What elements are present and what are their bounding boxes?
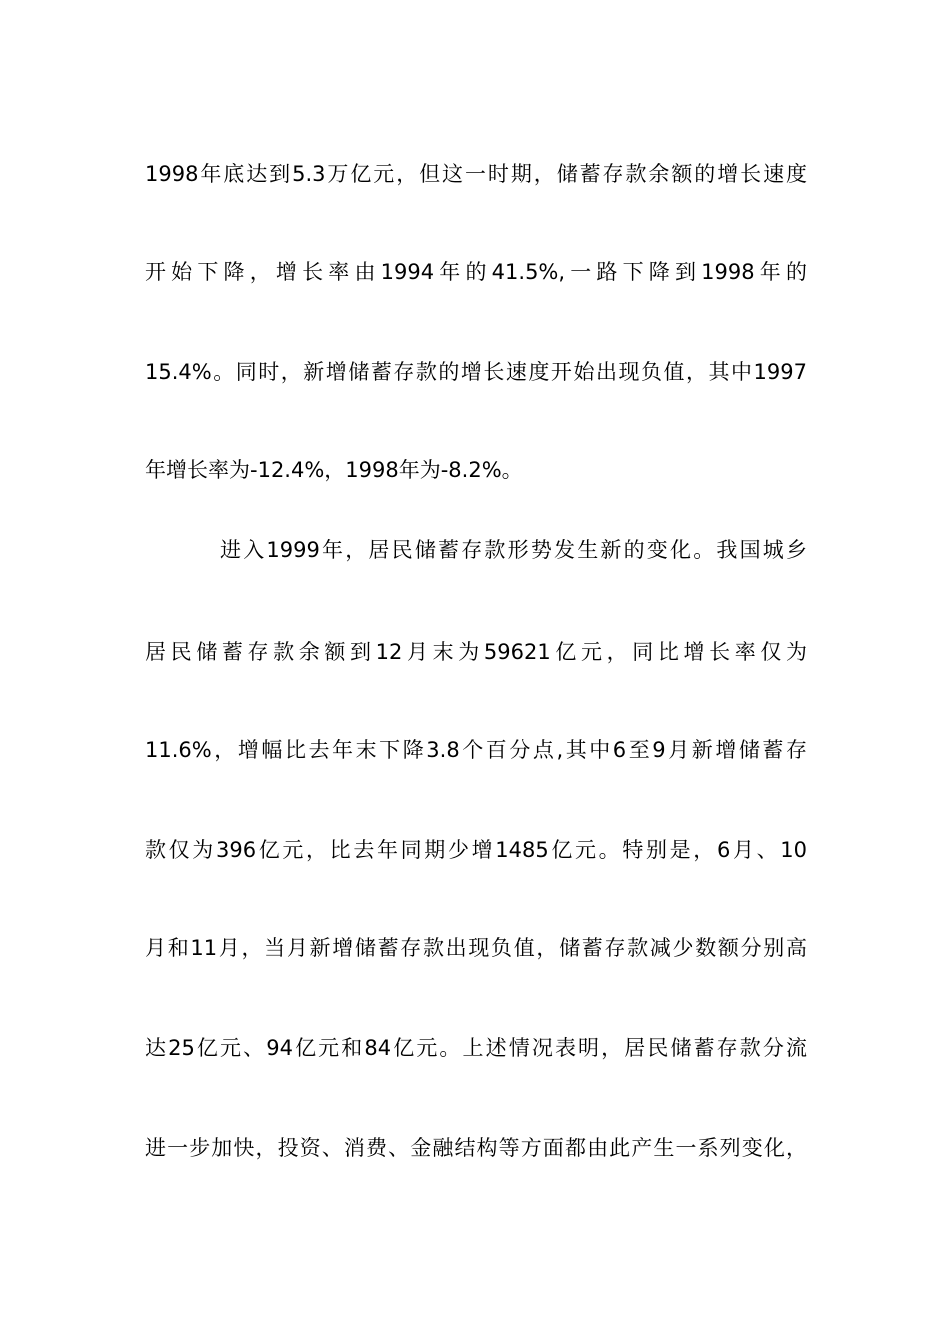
text-line: 月和11月，当月新增储蓄存款出现负值，储蓄存款减少数额分别高 <box>145 936 807 960</box>
text-line: 居民储蓄存款余额到12月末为59621亿元，同比增长率仅为 <box>145 640 807 664</box>
text-line: 款仅为396亿元，比去年同期少增1485亿元。特别是，6月、10 <box>145 838 807 862</box>
text-line: 11.6%，增幅比去年末下降3.8个百分点,其中6至9月新增储蓄存 <box>145 738 807 762</box>
text-line: 开始下降，增长率由1994年的41.5%,一路下降到1998年的 <box>145 260 807 284</box>
text-line: 达25亿元、94亿元和84亿元。上述情况表明，居民储蓄存款分流 <box>145 1036 807 1060</box>
text-line: 1998年底达到5.3万亿元，但这一时期，储蓄存款余额的增长速度 <box>145 162 807 186</box>
paragraph-start-line: 进入1999年，居民储蓄存款形势发生新的变化。我国城乡 <box>220 538 807 562</box>
text-line: 15.4%。同时，新增储蓄存款的增长速度开始出现负值，其中1997 <box>145 360 807 384</box>
text-line: 进一步加快，投资、消费、金融结构等方面都由此产生一系列变化， <box>145 1136 807 1160</box>
text-line: 年增长率为-12.4%，1998年为-8.2%。 <box>145 458 523 482</box>
